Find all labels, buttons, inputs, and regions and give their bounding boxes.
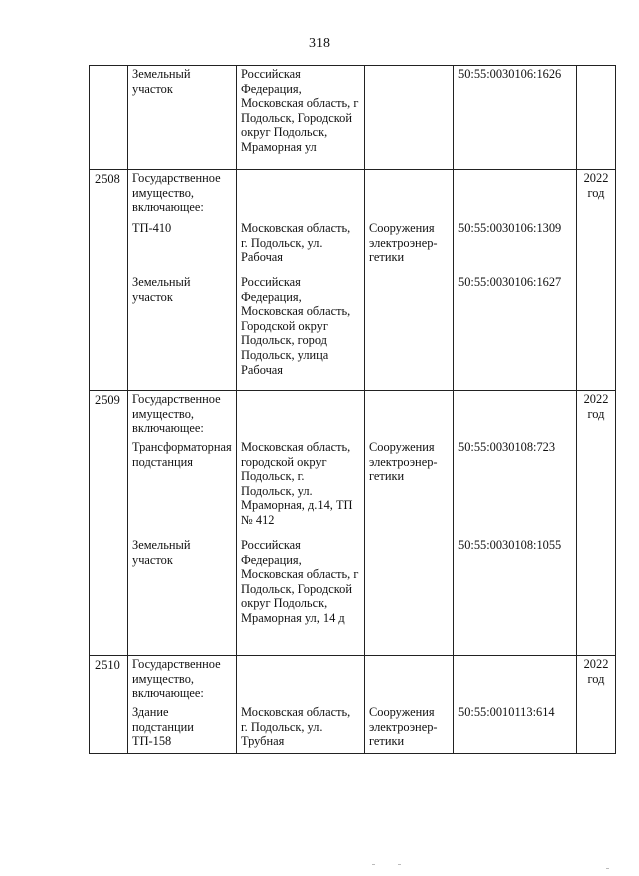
property-register-table xyxy=(89,65,616,754)
purpose-cell xyxy=(365,170,454,391)
address-cell xyxy=(237,391,365,656)
cadastral-number-cell xyxy=(454,391,577,656)
row-number: 2509 xyxy=(90,391,128,656)
object-name: Государственное имущество, включающее: xyxy=(132,392,221,436)
address: Российская Федерация, Московская область, Городской округ Подольск, город Подольск, улица Рабочая xyxy=(241,275,351,377)
object-name: Земельный участок xyxy=(132,538,191,567)
table-row xyxy=(90,391,616,656)
object-name: Земельный участок xyxy=(132,275,191,304)
scan-speck xyxy=(372,864,375,865)
object-name: Земельный участок xyxy=(132,67,191,96)
cadastral-number-cell xyxy=(454,656,577,754)
address: Московская область, городской округ Подольск, г. Подольск, ул. Мраморная, д.14, ТП № 412 xyxy=(241,440,353,527)
object-name-cell xyxy=(128,170,237,391)
address: Российская Федерация, Московская область, г Подольск, Городской округ Подольск, Мраморная ул, 14 д xyxy=(241,538,359,625)
purpose xyxy=(369,392,449,440)
address-cell xyxy=(237,66,365,170)
scan-speck xyxy=(606,868,609,869)
address xyxy=(241,171,360,221)
address: Российская Федерация, Московская область, г Подольск, Городской округ Подольск, Мраморная ул xyxy=(241,67,359,154)
cadastral-number: 50:55:0010113:614 xyxy=(458,705,555,719)
cadastral-number xyxy=(458,171,572,221)
row-number: 2510 xyxy=(90,656,128,754)
address xyxy=(241,657,360,705)
cadastral-number xyxy=(458,392,572,440)
purpose: Сооружения электроэнер-гетики xyxy=(369,221,438,265)
address-cell xyxy=(237,170,365,391)
address-cell xyxy=(237,656,365,754)
row-number: 2508 xyxy=(90,170,128,391)
purpose: Сооружения электроэнер-гетики xyxy=(369,440,438,484)
cadastral-number: 50:55:0030108:723 xyxy=(458,440,556,454)
address: Московская область, г. Подольск, ул. Трубная xyxy=(241,705,351,749)
year-cell: 2022 год xyxy=(577,656,616,754)
cadastral-number-cell xyxy=(454,66,577,170)
year-cell: 2022 год xyxy=(577,391,616,656)
purpose xyxy=(369,171,449,221)
purpose xyxy=(369,657,449,705)
purpose: Сооружения электроэнер-гетики xyxy=(369,705,438,749)
table-row xyxy=(90,66,616,170)
object-name-cell xyxy=(128,66,237,170)
row-number xyxy=(90,66,128,170)
cadastral-number xyxy=(458,657,572,705)
year-cell xyxy=(577,66,616,170)
object-name-cell xyxy=(128,656,237,754)
object-name: Здание подстанции ТП-158 xyxy=(132,705,194,749)
object-name: Государственное имущество, включающее: xyxy=(132,657,221,701)
scan-speck xyxy=(398,864,401,865)
purpose-cell xyxy=(365,656,454,754)
address: Московская область, г. Подольск, ул. Рабочая xyxy=(241,221,351,265)
page-number: 318 xyxy=(309,36,330,51)
cadastral-number: 50:55:0030106:1309 xyxy=(458,221,562,235)
cadastral-number-cell xyxy=(454,170,577,391)
address xyxy=(241,392,360,440)
cadastral-number: 50:55:0030106:1627 xyxy=(458,275,562,289)
year-cell: 2022 год xyxy=(577,170,616,391)
purpose-cell xyxy=(365,66,454,170)
table-row xyxy=(90,656,616,754)
cadastral-number: 50:55:0030108:1055 xyxy=(458,538,562,552)
object-name-cell xyxy=(128,391,237,656)
object-name: ТП-410 xyxy=(132,221,172,235)
object-name: Трансформаторная подстанция xyxy=(132,440,232,469)
cadastral-number: 50:55:0030106:1626 xyxy=(458,67,562,81)
object-name: Государственное имущество, включающее: xyxy=(132,171,221,215)
purpose-cell xyxy=(365,391,454,656)
table-row xyxy=(90,170,616,391)
